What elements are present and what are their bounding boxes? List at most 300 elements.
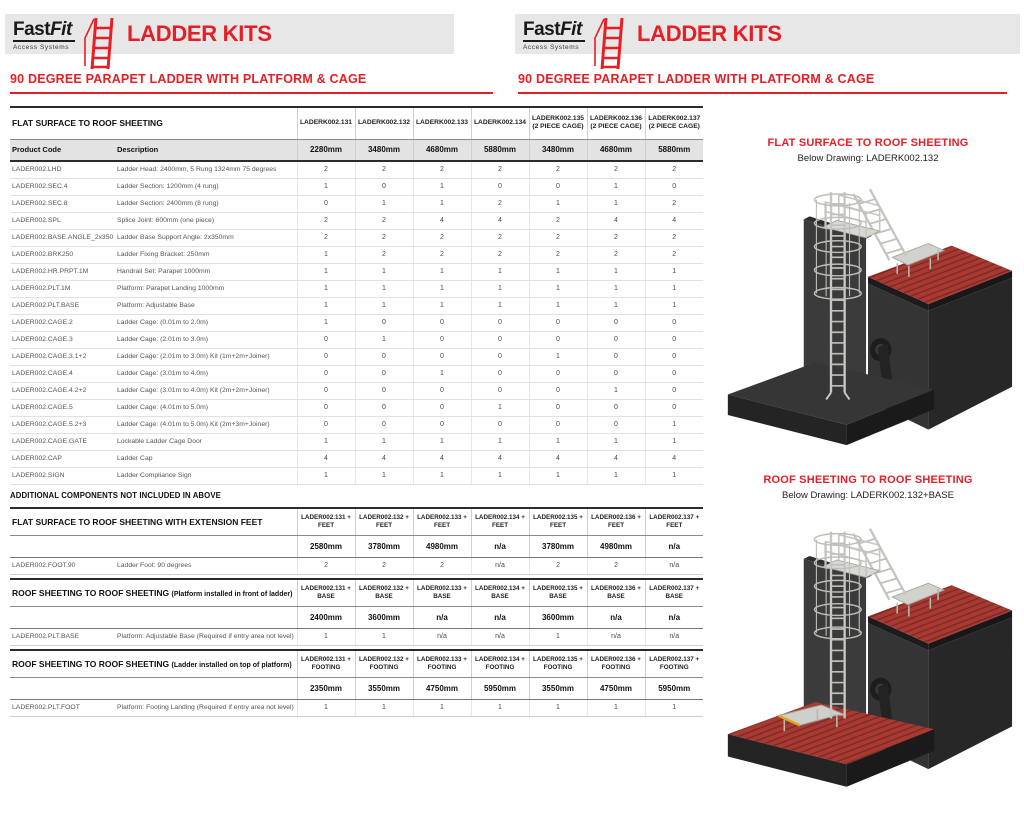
component-row: [10, 628, 703, 645]
product-code-cell: LADER002.CAGE.2: [10, 314, 115, 331]
component-row: [10, 382, 703, 399]
kit-column-header: [645, 579, 703, 606]
kit-column-header: [587, 107, 645, 139]
kit-size-cell: n/a: [471, 606, 529, 628]
quantity-cell: 1: [297, 246, 355, 263]
kit-code: LADER002.136 +: [591, 513, 641, 521]
parapet-ladder-drawing-flat-surface: [722, 184, 1014, 462]
quantity-cell: 0: [297, 331, 355, 348]
quantity-cell: 0: [645, 331, 703, 348]
kit-code-sub: FOOTING: [659, 663, 689, 671]
description-cell: Ladder Cage: (2.01m to 3.0m) Kit (1m+2m+Joiner): [115, 348, 297, 365]
quantity-cell: 2: [297, 557, 355, 574]
description-cell: Ladder Section: 2400mm (8 rung): [115, 195, 297, 212]
quantity-cell: 4: [587, 212, 645, 229]
quantity-cell: 0: [297, 348, 355, 365]
kit-code: LADER002.134 +: [475, 584, 525, 592]
logo-fit-text: Fit: [560, 19, 582, 40]
quantity-cell: 0: [645, 348, 703, 365]
quantity-cell: 1: [413, 178, 471, 195]
additional-kit-table-2: [10, 649, 703, 717]
quantity-cell: 1: [645, 433, 703, 450]
kit-size-cell: 5950mm: [645, 677, 703, 699]
quantity-cell: 0: [297, 365, 355, 382]
quantity-cell: 1: [355, 628, 413, 645]
quantity-cell: 0: [529, 382, 587, 399]
quantity-cell: 2: [645, 161, 703, 178]
quantity-cell: 1: [471, 263, 529, 280]
base-table-slot: [10, 578, 703, 646]
component-row: [10, 331, 703, 348]
kit-size-cell: 5880mm: [645, 139, 703, 161]
fastfit-logo-text: [523, 20, 585, 42]
quantity-cell: 1: [645, 699, 703, 716]
kit-code: LADER002.134 +: [475, 655, 525, 663]
quantity-cell: 0: [529, 416, 587, 433]
ladder-kits-title: LADDER KITS: [637, 21, 782, 46]
component-row: [10, 450, 703, 467]
quantity-cell: 1: [471, 699, 529, 716]
component-row: [10, 557, 703, 574]
quantity-cell: 1: [413, 297, 471, 314]
kit-size-cell: n/a: [645, 535, 703, 557]
quantity-cell: 4: [471, 450, 529, 467]
quantity-cell: n/a: [645, 557, 703, 574]
quantity-cell: 2: [471, 161, 529, 178]
description-cell: Ladder Head: 2400mm, 5 Rung 1324mm 75 degrees: [115, 161, 297, 178]
kit-size-cell: 3600mm: [355, 606, 413, 628]
component-row: [10, 348, 703, 365]
quantity-cell: 1: [587, 699, 645, 716]
quantity-cell: 1: [413, 195, 471, 212]
kit-code: LADER002.131 +: [301, 513, 351, 521]
kit-size-cell: 3550mm: [355, 677, 413, 699]
quantity-cell: 0: [645, 382, 703, 399]
product-code-cell: LADER002.CAGE.3.1+2: [10, 348, 115, 365]
product-code-cell: LADER002.HR.PRPT.1M: [10, 263, 115, 280]
description-cell: Ladder Fixing Bracket: 250mm: [115, 246, 297, 263]
logo-subtitle: Access Systems: [523, 43, 580, 51]
kit-code-sub: FOOTING: [427, 663, 457, 671]
description-cell: Lockable Ladder Cage Door: [115, 433, 297, 450]
quantity-cell: 1: [297, 628, 355, 645]
quantity-cell: 1: [529, 467, 587, 484]
quantity-cell: 1: [587, 297, 645, 314]
quantity-cell: 2: [297, 161, 355, 178]
kit-code-sub: FEET: [607, 521, 625, 529]
table-header-row: [10, 579, 703, 606]
kit-size-cell: 4680mm: [587, 139, 645, 161]
description-cell: Platform: Parapet Landing 1000mm: [115, 280, 297, 297]
quantity-cell: 1: [645, 263, 703, 280]
product-code-cell: LADER002.CAGE.3: [10, 331, 115, 348]
quantity-cell: 0: [587, 416, 645, 433]
quantity-cell: 0: [645, 178, 703, 195]
quantity-cell: 0: [355, 178, 413, 195]
blank-header-cell: [10, 677, 297, 699]
kit-code: LADER002.131 +: [301, 584, 351, 592]
kit-code: LADER002.137 +: [649, 655, 700, 663]
product-code-cell: LADER002.SEC.4: [10, 178, 115, 195]
description-cell: Ladder Compliance Sign: [115, 467, 297, 484]
quantity-cell: 1: [587, 382, 645, 399]
kit-code: LADER002.132 +: [359, 513, 409, 521]
quantity-cell: 1: [355, 195, 413, 212]
quantity-cell: 4: [645, 450, 703, 467]
quantity-cell: n/a: [645, 628, 703, 645]
table-title: [10, 508, 297, 535]
quantity-cell: 0: [471, 331, 529, 348]
quantity-cell: 1: [355, 699, 413, 716]
kit-code-sub: BASE: [665, 592, 683, 600]
kit-column-header: [413, 107, 471, 139]
quantity-cell: 1: [587, 263, 645, 280]
description-cell: Ladder Cage: (3.01m to 4.0m) Kit (2m+2m+Joiner): [115, 382, 297, 399]
section-heading-left: 90 DEGREE PARAPET LADDER WITH PLATFORM & CAGE: [10, 72, 493, 94]
kit-code: LADER002.135 +: [533, 584, 583, 592]
quantity-cell: 0: [355, 314, 413, 331]
description-cell: Platform: Adjustable Base: [115, 297, 297, 314]
quantity-cell: 2: [355, 229, 413, 246]
quantity-cell: 0: [529, 365, 587, 382]
kit-code: LADER002.135 +: [533, 513, 583, 521]
quantity-cell: 1: [529, 263, 587, 280]
kit-column-header: [645, 107, 703, 139]
quantity-cell: 2: [587, 246, 645, 263]
quantity-cell: 4: [587, 450, 645, 467]
kit-column-header: [645, 508, 703, 535]
quantity-cell: 1: [529, 699, 587, 716]
quantity-cell: 0: [645, 314, 703, 331]
description-cell: Platform: Footing Landing (Required if entry area not level): [115, 699, 297, 716]
kit-size-cell: n/a: [587, 606, 645, 628]
quantity-cell: 0: [645, 365, 703, 382]
kit-column-header: [297, 508, 355, 535]
table-title-bold: FLAT SURFACE TO ROOF SHEETING: [12, 118, 163, 129]
quantity-cell: 2: [355, 212, 413, 229]
quantity-cell: 4: [355, 450, 413, 467]
quantity-cell: n/a: [413, 628, 471, 645]
size-header-row: [10, 677, 703, 699]
size-header-row: [10, 139, 703, 161]
kit-column-header: [529, 508, 587, 535]
kit-size-cell: 3550mm: [529, 677, 587, 699]
quantity-cell: 0: [413, 314, 471, 331]
kit-size-cell: 5950mm: [471, 677, 529, 699]
kit-column-header: [529, 107, 587, 139]
product-code-cell: LADER002.CAGE.4: [10, 365, 115, 382]
quantity-cell: 1: [413, 467, 471, 484]
kit-code: LADER002.132 +: [359, 584, 409, 592]
kit-code: LADERK002.134: [473, 118, 527, 126]
quantity-cell: 1: [529, 628, 587, 645]
component-row: [10, 178, 703, 195]
quantity-cell: 1: [297, 297, 355, 314]
drawing-1-label: [728, 137, 1008, 164]
table-header-row: [10, 107, 703, 139]
description-header: Description: [115, 139, 297, 161]
kit-size-cell: 4980mm: [587, 535, 645, 557]
product-code-cell: LADER002.PLT.BASE: [10, 297, 115, 314]
table-header-row: [10, 650, 703, 677]
quantity-cell: 1: [297, 314, 355, 331]
kit-code: LADER002.134 +: [475, 513, 525, 521]
description-cell: Ladder Foot: 90 degrees: [115, 557, 297, 574]
quantity-cell: 1: [529, 280, 587, 297]
quantity-cell: 1: [645, 297, 703, 314]
kit-column-header: [297, 107, 355, 139]
parapet-ladder-drawing-roof-sheeting: [722, 520, 1014, 812]
description-cell: Ladder Base Support Angle: 2x350mm: [115, 229, 297, 246]
component-row: [10, 195, 703, 212]
quantity-cell: 1: [413, 699, 471, 716]
additional-kit-table-1: [10, 578, 703, 646]
product-code-cell: LADER002.SIGN: [10, 467, 115, 484]
logo-fit-text: Fit: [50, 19, 72, 40]
fastfit-logo: [523, 20, 633, 51]
quantity-cell: 2: [529, 161, 587, 178]
quantity-cell: 1: [413, 365, 471, 382]
kit-code: LADERK002.132: [357, 118, 411, 126]
kit-code-sub: FOOTING: [311, 663, 341, 671]
kit-column-header: [529, 579, 587, 606]
quantity-cell: 0: [355, 365, 413, 382]
description-cell: Ladder Cage: (3.01m to 4.0m): [115, 365, 297, 382]
description-cell: Handrail Set: Parapet 1000mm: [115, 263, 297, 280]
quantity-cell: 1: [297, 263, 355, 280]
kit-code-sub: FEET: [491, 521, 509, 529]
product-code-cell: LADER002.CAGE.5.2+3: [10, 416, 115, 433]
quantity-cell: 1: [645, 416, 703, 433]
quantity-cell: 4: [297, 450, 355, 467]
size-header-row: [10, 606, 703, 628]
kit-code-sub: FEET: [666, 521, 683, 529]
product-code-cell: LADER002.FOOT.90: [10, 557, 115, 574]
kit-code-sub: BASE: [607, 592, 625, 600]
quantity-cell: 2: [355, 557, 413, 574]
quantity-cell: 1: [471, 399, 529, 416]
drawing-2-subtitle: Below Drawing: LADERK002.132+BASE: [782, 490, 954, 501]
description-cell: Platform: Adjustable Base (Required if entry area not level): [115, 628, 297, 645]
quantity-cell: 4: [413, 212, 471, 229]
quantity-cell: n/a: [587, 628, 645, 645]
quantity-cell: 1: [529, 348, 587, 365]
kit-code-sub: BASE: [317, 592, 335, 600]
drawing-1-title: FLAT SURFACE TO ROOF SHEETING: [767, 137, 969, 149]
quantity-cell: 0: [297, 416, 355, 433]
quantity-cell: 1: [413, 280, 471, 297]
kit-column-header: [355, 650, 413, 677]
quantity-cell: 2: [645, 246, 703, 263]
component-row: [10, 699, 703, 716]
quantity-cell: n/a: [471, 628, 529, 645]
table-header-row: [10, 508, 703, 535]
quantity-cell: 0: [529, 399, 587, 416]
quantity-cell: 0: [645, 399, 703, 416]
quantity-cell: 0: [587, 348, 645, 365]
description-cell: Ladder Cage: (2.01m to 3.0m): [115, 331, 297, 348]
product-code-cell: LADER002.CAGE.4.2+2: [10, 382, 115, 399]
kit-code-sub: FEET: [549, 521, 567, 529]
logo-fast-text: Fast: [13, 19, 51, 40]
component-row: [10, 297, 703, 314]
quantity-cell: 1: [297, 433, 355, 450]
kit-size-cell: 3780mm: [529, 535, 587, 557]
footing-table-slot: [10, 649, 703, 717]
quantity-cell: 1: [355, 263, 413, 280]
kit-column-header: [355, 508, 413, 535]
quantity-cell: 0: [413, 382, 471, 399]
ladder-logo-icon: [80, 16, 118, 72]
component-row: [10, 246, 703, 263]
product-code-cell: LADER002.BASE.ANGLE_2x350: [10, 229, 115, 246]
component-row: [10, 161, 703, 178]
kit-code-sub: (2 PIECE CAGE): [532, 123, 584, 131]
quantity-cell: 1: [355, 331, 413, 348]
kit-code: LADERK002.136: [589, 114, 643, 122]
product-code-cell: LADER002.PLT.BASE: [10, 628, 115, 645]
quantity-cell: 0: [355, 348, 413, 365]
quantity-cell: 1: [587, 467, 645, 484]
quantity-cell: 1: [355, 280, 413, 297]
quantity-cell: 1: [529, 433, 587, 450]
component-row: [10, 399, 703, 416]
quantity-cell: 0: [529, 314, 587, 331]
quantity-cell: 1: [645, 280, 703, 297]
product-code-cell: LADER002.CAGE.GATE: [10, 433, 115, 450]
quantity-cell: 1: [645, 467, 703, 484]
quantity-cell: 4: [413, 450, 471, 467]
quantity-cell: 1: [413, 263, 471, 280]
quantity-cell: 2: [471, 195, 529, 212]
quantity-cell: 2: [413, 246, 471, 263]
kit-size-cell: 4750mm: [413, 677, 471, 699]
product-code-cell: LADER002.CAGE.5: [10, 399, 115, 416]
fastfit-logo-text: [13, 20, 75, 42]
kit-size-cell: 2280mm: [297, 139, 355, 161]
additional-kit-table-0: [10, 507, 703, 575]
quantity-cell: 4: [529, 450, 587, 467]
kit-code-sub: BASE: [375, 592, 393, 600]
quantity-cell: 0: [471, 314, 529, 331]
header-banner-left: [5, 14, 454, 54]
quantity-cell: 2: [529, 557, 587, 574]
kit-code: LADER002.133 +: [417, 513, 467, 521]
kit-column-header: [587, 579, 645, 606]
kit-size-cell: 3780mm: [355, 535, 413, 557]
kit-code-sub: FOOTING: [543, 663, 573, 671]
logo-subtitle: Access Systems: [13, 43, 70, 51]
quantity-cell: 1: [297, 699, 355, 716]
quantity-cell: n/a: [471, 557, 529, 574]
quantity-cell: 4: [471, 212, 529, 229]
quantity-cell: 1: [297, 280, 355, 297]
product-code-cell: LADER002.CAP: [10, 450, 115, 467]
quantity-cell: 0: [471, 178, 529, 195]
kit-size-cell: 4750mm: [587, 677, 645, 699]
component-row: [10, 467, 703, 484]
quantity-cell: 2: [529, 246, 587, 263]
quantity-cell: 0: [529, 178, 587, 195]
quantity-cell: 2: [587, 557, 645, 574]
kit-code-sub: FOOTING: [485, 663, 515, 671]
kit-code: LADER002.136 +: [591, 655, 641, 663]
kit-size-cell: 2350mm: [297, 677, 355, 699]
component-row: [10, 416, 703, 433]
quantity-cell: 2: [645, 229, 703, 246]
kit-column-header: [413, 579, 471, 606]
quantity-cell: 2: [529, 229, 587, 246]
product-code-cell: LADER002.PLT.1M: [10, 280, 115, 297]
quantity-cell: 0: [529, 331, 587, 348]
quantity-cell: 0: [587, 365, 645, 382]
drawing-2-label: [728, 474, 1008, 501]
table-title: [10, 579, 297, 606]
quantity-cell: 1: [529, 297, 587, 314]
kit-column-header: [471, 650, 529, 677]
component-row: [10, 229, 703, 246]
logo-fast-text: Fast: [523, 19, 561, 40]
quantity-cell: 0: [297, 195, 355, 212]
table-title: [10, 107, 297, 139]
product-code-cell: LADER002.SEC.8: [10, 195, 115, 212]
kit-column-header: [355, 107, 413, 139]
quantity-cell: 0: [587, 331, 645, 348]
product-code-cell: LADER002.SPL: [10, 212, 115, 229]
quantity-cell: 0: [471, 416, 529, 433]
quantity-cell: 2: [413, 557, 471, 574]
quantity-cell: 2: [587, 161, 645, 178]
kit-code-sub: FEET: [433, 521, 451, 529]
quantity-cell: 0: [355, 382, 413, 399]
quantity-cell: 0: [471, 365, 529, 382]
product-code-cell: LADER002.PLT.FOOT: [10, 699, 115, 716]
quantity-cell: 1: [529, 195, 587, 212]
kit-size-cell: 3480mm: [355, 139, 413, 161]
kit-column-header: [645, 650, 703, 677]
quantity-cell: 2: [355, 246, 413, 263]
quantity-cell: 2: [471, 246, 529, 263]
kit-column-header: [587, 650, 645, 677]
kit-size-cell: 3600mm: [529, 606, 587, 628]
quantity-cell: 0: [413, 331, 471, 348]
component-row: [10, 314, 703, 331]
drawing-2-title: ROOF SHEETING TO ROOF SHEETING: [763, 474, 973, 486]
section-heading-right: 90 DEGREE PARAPET LADDER WITH PLATFORM & CAGE: [518, 72, 1007, 94]
table-title: [10, 650, 297, 677]
kit-size-cell: 2580mm: [297, 535, 355, 557]
kit-code-sub: (2 PIECE CAGE): [590, 123, 642, 131]
component-row: [10, 433, 703, 450]
extension-feet-table-slot: [10, 507, 703, 575]
quantity-cell: 2: [413, 229, 471, 246]
component-row: [10, 365, 703, 382]
quantity-cell: 1: [471, 297, 529, 314]
kit-column-header: [471, 579, 529, 606]
kit-code: LADER002.137 +: [649, 584, 700, 592]
quantity-cell: 2: [297, 229, 355, 246]
table-title-bold: ROOF SHEETING TO ROOF SHEETING: [12, 658, 170, 669]
table-title-detail: (Ladder installed on top of platform): [171, 661, 292, 669]
quantity-cell: 1: [471, 280, 529, 297]
quantity-cell: 1: [587, 195, 645, 212]
quantity-cell: 4: [645, 212, 703, 229]
quantity-cell: 2: [355, 161, 413, 178]
quantity-cell: 1: [355, 467, 413, 484]
quantity-cell: 2: [413, 161, 471, 178]
quantity-cell: 0: [297, 399, 355, 416]
quantity-cell: 0: [413, 399, 471, 416]
